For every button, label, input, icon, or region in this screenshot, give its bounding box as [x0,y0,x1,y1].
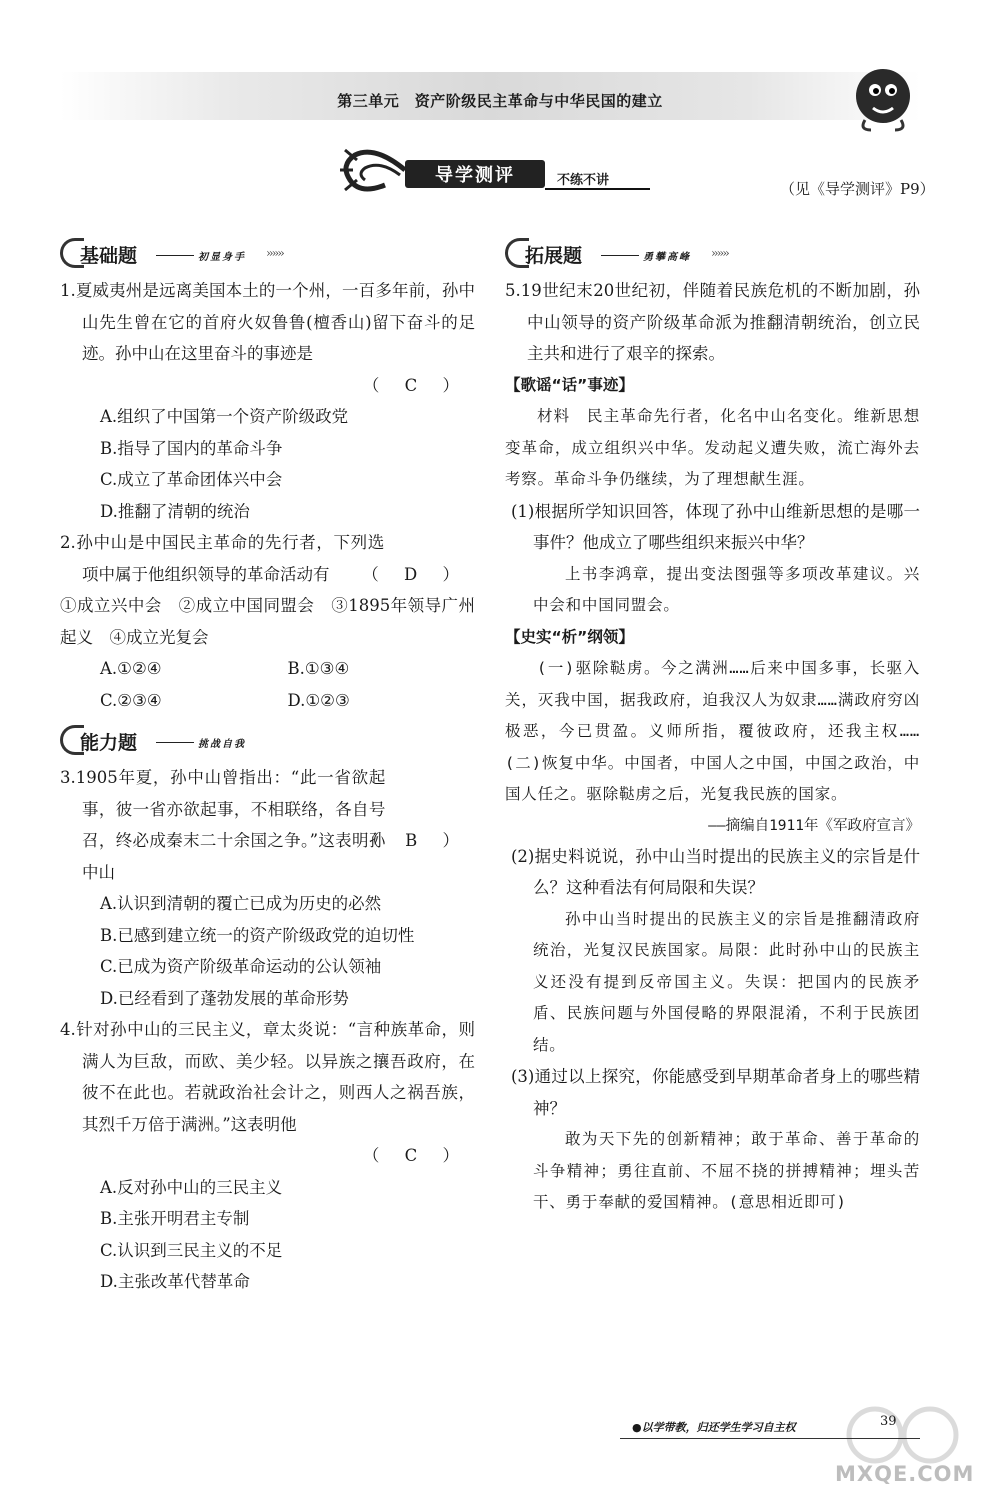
section-subtitle: 勇攀高峰 [643,252,691,263]
section-subtitle: 初显身手 [198,252,246,263]
question-3-text: 3.1905年夏，孙中山曾指出：“此一省欲起事，彼一省亦欲起事，不相联络，各自号召，终必成秦末二十余国之争。”这表明孙中山 [60,768,386,882]
reference-note: （见《导学测评》P9） [780,180,935,198]
part-2-title: 【史实“析”纲领】 [505,627,634,646]
option: D.①②③ [287,690,350,710]
question-4-stem: 4.针对孙中山的三民主义，章太炎说：“言种族革命，则满人为巨敌，而欧、美少轻。以异族之攘吾政府，在彼不在此也。若就政治社会计之，则西人之祸吾族，其烈千万倍于满洲。”这表明他 [60,1020,475,1134]
option: D.主张改革代替革命 [100,1272,250,1291]
option: A.组织了中国第一个资产阶级政党 [100,407,349,426]
divider [601,255,639,256]
ability-section-heading [60,722,475,758]
watermark-text: MXQE.COM [835,1462,975,1486]
divider [156,742,194,743]
option: C.成立了革命团体兴中会 [100,470,283,489]
section-title: 能力题 [80,732,138,754]
sub-question-1: (1)根据所学知识回答，体现了孙中山维新思想的是哪一事件？他成立了哪些组织来振兴中华？ [511,501,920,552]
unit-title: 第三单元 资产阶级民主革命与中华民国的建立 [337,92,663,110]
question-3-stem [60,762,475,888]
option: C.②③④ [100,690,162,710]
divider [156,255,194,256]
option: A.反对孙中山的三民主义 [100,1177,283,1197]
question-5-stem: 5.19世纪末20世纪初，伴随着民族危机的不断加剧，孙中山领导的资产阶级革命派为推翻清朝统治，创立民主共和进行了艰辛的探索。 [505,281,920,363]
sub-answer-1: 上书李鸿章，提出变法图强等多项改革建议。兴中会和中国同盟会。 [533,564,920,614]
option: C.认识到三民主义的不足 [100,1240,283,1260]
left-column [60,235,475,1298]
section-banner [335,140,675,200]
option-row [60,685,475,717]
option: B.主张开明君主专制 [100,1209,250,1228]
basic-section-heading [60,235,475,271]
banner-underline [545,188,650,190]
section-title: 拓展题 [525,245,583,267]
section-subtitle: 挑战自我 [198,739,246,750]
right-column [505,235,920,1219]
option: D.推翻了清朝的统治 [100,501,250,521]
part-1-title: 【歌谣“话”事迹】 [505,375,634,394]
section-title: 基础题 [80,245,138,267]
sub-answer-3: 敢为天下先的创新精神；敢于革命、善于革命的斗争精神；勇往直前、不屈不挠的拼搏精神；埋头苦干、勇于奉献的爱国精神。(意思相近即可) [533,1130,920,1211]
sub-question-2: (2)据史料说说，孙中山当时提出的民族主义的宗旨是什么？这种看法有何局限和失误？ [511,846,920,897]
question-1-answer: （ C ） [362,375,469,395]
option: C.已成为资产阶级革命运动的公认领袖 [100,957,382,976]
option: A.①②④ [100,659,162,678]
sub-question-3: (3)通过以上探究，你能感受到早期革命者身上的哪些精神？ [511,1067,920,1118]
footer-slogan: ●以学带教，归还学生学习自主权 [632,1421,796,1434]
part-1-material: 材料 民主革命先行者，化名中山名变化。维新思想变革命，成立组织兴中华。发动起义遭失败，流亡海外去考察。革命斗争仍继续，为了理想献生涯。 [505,407,920,488]
sub-answer-2: 孙中山当时提出的民族主义的宗旨是推翻清政府统治，光复汉民族国家。局限：此时孙中山的民族主义还没有提到反帝国主义。失误：把国内的民族矛盾、民族问题与外国侵略的界限混淆，不利于民族团结。 [533,909,920,1054]
question-2-text: 2.孙中山是中国民主革命的先行者，下列选项中属于他组织领导的革命活动有 [60,533,385,584]
question-2-items: ①成立兴中会 ②成立中国同盟会 ③1895年领导广州起义 ④成立光复会 [60,596,475,647]
page-number: 39 [880,1414,897,1429]
swirl-icon [335,140,415,200]
footer-rule [620,1438,920,1439]
banner-label: 导学测评 [405,160,545,188]
option: D.已经看到了蓬勃发展的革命形势 [100,988,349,1008]
question-4-answer: （ C ） [362,1146,469,1165]
part-2-source: ——摘编自1911年《军政府宣言》 [708,817,920,834]
option: B.指导了国内的革命斗争 [100,438,283,458]
banner-subtitle: 不练不讲 [557,173,610,188]
question-1-stem: 1.夏威夷州是远离美国本土的一个州，一百多年前，孙中山先生曾在它的首府火奴鲁鲁(檀香山)留下奋斗的足迹。孙中山在这里奋斗的事迹是 [60,281,475,363]
question-2-answer: （ D ） [362,564,469,584]
chevrons-icon: ›››››› [266,246,283,260]
question-3-answer: （ B ） [363,831,469,850]
part-2-material: (一)驱除鞑虏。今之满洲……后来中国多事，长驱入关，灭我中国，据我政府，迫我汉人为奴隶……满政府穷凶极恶，今已贯盈。义师所指，覆彼政府，还我主权……(二)恢复中华。中国者，中国人之中国，中国之政治，中国人任之。驱除鞑虏之后，光复我民族的国家。 [505,659,920,803]
option-row [60,653,475,685]
question-2-stem [60,527,475,590]
option: B.已感到建立统一的资产阶级政党的迫切性 [100,925,415,945]
extension-section-heading [505,235,920,271]
mascot-icon [845,58,925,138]
chevrons-icon: ›››››› [711,246,728,260]
option: A.认识到清朝的覆亡已成为历史的必然 [100,894,382,913]
option: B.①③④ [287,659,350,678]
